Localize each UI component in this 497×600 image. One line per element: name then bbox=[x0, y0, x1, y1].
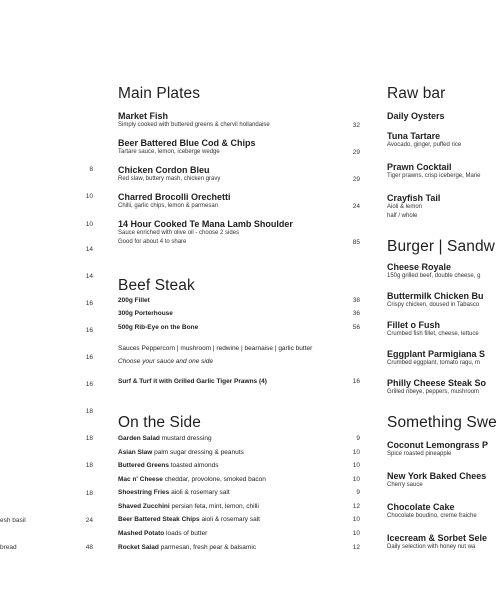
side-row bbox=[118, 435, 360, 442]
menu-item-name: Charred Brocolli Orechetti bbox=[118, 192, 231, 202]
menu-item-name: Daily Oysters bbox=[387, 111, 445, 121]
menu-item-description: Crumbed eggplant, tomato ragu, m bbox=[387, 360, 481, 366]
price: 18 bbox=[85, 462, 93, 469]
menu-item-price: 32 bbox=[352, 122, 360, 129]
section-title-main-plates: Main Plates bbox=[118, 85, 201, 102]
price: 18 bbox=[85, 490, 93, 497]
menu-item-description: Sauce enriched with olive oil - choose 2 sides bbox=[118, 230, 240, 236]
steak-price: 38 bbox=[352, 297, 360, 304]
side-price: 10 bbox=[352, 476, 360, 483]
menu-item-name: Market Fish bbox=[118, 111, 169, 121]
sauces-line bbox=[118, 345, 360, 352]
menu-item-description: Chocolate boudino, creme fraiche bbox=[387, 513, 477, 519]
side-name: Beer Battered Steak Chips bbox=[118, 516, 200, 523]
side-row bbox=[118, 503, 360, 510]
steak-price: 36 bbox=[352, 310, 360, 317]
price: 10 bbox=[85, 193, 93, 200]
menu-item-description: Aioli & lemon bbox=[387, 204, 423, 210]
menu-item-name: Chocolate Cake bbox=[387, 502, 455, 512]
steak-name: 200g Fillet bbox=[118, 297, 150, 304]
side-price: 12 bbox=[352, 503, 360, 510]
description-fragment: bread bbox=[0, 544, 17, 551]
menu-item-name: Beer Battered Blue Cod & Chips bbox=[118, 138, 256, 148]
side-price: 9 bbox=[356, 489, 360, 496]
sauce-instruction: Choose your sauce and one side bbox=[118, 358, 214, 365]
section-title-raw-bar: Raw bar bbox=[387, 85, 446, 102]
side-row bbox=[118, 516, 360, 523]
side-row bbox=[118, 476, 360, 483]
surf-turf-price: 16 bbox=[352, 378, 360, 385]
side-description: loads of butter bbox=[166, 530, 208, 537]
steak-name: 500g Rib-Eye on the Bone bbox=[118, 324, 199, 331]
side-price: 10 bbox=[352, 462, 360, 469]
menu-item-description: Tiger prawns, crisp iceberge, Marie bbox=[387, 173, 481, 179]
menu-item-description: Crispy chicken, doused in Tabasco bbox=[387, 302, 480, 308]
side-name: Shaved Zucchini bbox=[118, 503, 170, 510]
price: 16 bbox=[85, 354, 93, 361]
menu-item-description: Spice roasted pineapple bbox=[387, 451, 452, 457]
section-title-something-sweet: Something Swe bbox=[387, 414, 497, 431]
surf-turf-row bbox=[118, 378, 360, 385]
price: 18 bbox=[85, 408, 93, 415]
price: 24 bbox=[85, 517, 93, 524]
side-row bbox=[118, 530, 360, 537]
side-row bbox=[118, 462, 360, 469]
side-description: persian feta, mint, lemon, chilli bbox=[171, 503, 259, 510]
menu-item-description: Daily selection with honey nut wa bbox=[387, 544, 476, 550]
menu-item-name: Philly Cheese Steak So bbox=[387, 378, 487, 388]
menu-item-name: Eggplant Parmigiana S bbox=[387, 349, 486, 359]
sauces-list: Peppercorn | mushroom | redwine | bearnaise | garlic butter bbox=[141, 345, 313, 352]
menu-item-name: Fillet o Fush bbox=[387, 320, 440, 330]
side-name: Garden Salad bbox=[118, 435, 160, 442]
sauces-label: Sauces bbox=[118, 345, 140, 352]
menu-item-description: half / whole bbox=[387, 213, 418, 219]
section-title-burger: Burger | Sandw bbox=[387, 238, 495, 255]
side-price: 12 bbox=[352, 544, 360, 551]
side-row bbox=[118, 489, 360, 496]
section-title-beef-steak: Beef Steak bbox=[118, 277, 195, 294]
side-name: Buttered Greens bbox=[118, 462, 169, 469]
steak-row bbox=[118, 310, 360, 317]
menu-item-description: Avocado, ginger, puffed rice bbox=[387, 142, 462, 148]
menu-item-name: Cheese Royale bbox=[387, 262, 452, 272]
right-column bbox=[387, 0, 497, 600]
price: 8 bbox=[89, 166, 93, 173]
side-description: parmesan, fresh pear & balsamic bbox=[160, 544, 257, 551]
price: 14 bbox=[85, 273, 93, 280]
menu-item-description: Good for about 4 to share bbox=[118, 239, 187, 245]
menu-item-price: 85 bbox=[352, 239, 360, 246]
steak-row bbox=[118, 297, 360, 304]
surf-turf-name: Surf & Turf it with Grilled Garlic Tiger Prawns (4) bbox=[118, 378, 267, 385]
menu-item-description: Cherry sauce bbox=[387, 482, 423, 488]
menu-item-price: 24 bbox=[352, 203, 360, 210]
menu-item-description: Grilled ribeye, peppers, mushroom bbox=[387, 389, 480, 395]
side-price: 10 bbox=[352, 516, 360, 523]
side-price: 9 bbox=[356, 435, 360, 442]
price: 10 bbox=[85, 221, 93, 228]
steak-row bbox=[118, 324, 360, 331]
menu-item-description: Chilli, garlic chips, lemon & parmesan bbox=[118, 203, 219, 209]
menu-item-description: Simply cooked with buttered greens & chervil hollandaise bbox=[118, 122, 270, 128]
side-description: mustard dressing bbox=[161, 435, 212, 442]
price: 14 bbox=[85, 246, 93, 253]
side-description: toasted almonds bbox=[170, 462, 219, 469]
side-name: Shoestring Fries bbox=[118, 489, 170, 496]
menu-item-name: Crayfish Tail bbox=[387, 193, 441, 203]
price: 18 bbox=[85, 435, 93, 442]
menu-item-description: Tartare sauce, lemon, iceberge wedge bbox=[118, 149, 220, 155]
menu-item-price: 29 bbox=[352, 149, 360, 156]
price: 16 bbox=[85, 327, 93, 334]
menu-item-description: Crumbed fish fillet, cheese, lettuce bbox=[387, 331, 479, 337]
menu-item-name: Tuna Tartare bbox=[387, 131, 441, 141]
side-name: Rocket Salad bbox=[118, 544, 159, 551]
side-name: Asian Slaw bbox=[118, 449, 153, 456]
menu-item-name: Icecream & Sorbet Sele bbox=[387, 533, 488, 543]
side-description: aioli & rosemary salt bbox=[171, 489, 230, 496]
menu-item-name: Chicken Cordon Bleu bbox=[118, 165, 210, 175]
menu-item-name: Coconut Lemongrass P bbox=[387, 440, 489, 450]
side-row bbox=[118, 544, 360, 551]
menu-item-name: 14 Hour Cooked Te Mana Lamb Shoulder bbox=[118, 219, 293, 229]
price: 48 bbox=[85, 544, 93, 551]
menu-item-name: New York Baked Chees bbox=[387, 471, 487, 481]
side-row bbox=[118, 449, 360, 456]
side-description: aioli & rosemary salt bbox=[201, 516, 260, 523]
price: 16 bbox=[85, 381, 93, 388]
menu-item-description: Red slaw, buttery mash, chicken gravy bbox=[118, 176, 221, 182]
side-description: cheddar, provolone, smoked bacon bbox=[164, 476, 266, 483]
price: 16 bbox=[85, 300, 93, 307]
side-name: Mac n' Cheese bbox=[118, 476, 163, 483]
section-title-on-the-side: On the Side bbox=[118, 414, 201, 431]
steak-price: 56 bbox=[352, 324, 360, 331]
side-name: Mashed Potato bbox=[118, 530, 165, 537]
steak-name: 300g Porterhouse bbox=[118, 310, 173, 317]
menu-item-description: 150g grilled beef, double cheese, g bbox=[387, 273, 481, 279]
menu-item-name: Prawn Cocktail bbox=[387, 162, 452, 172]
menu-item-name: Buttermilk Chicken Bu bbox=[387, 291, 484, 301]
side-price: 10 bbox=[352, 530, 360, 537]
description-fragment: esh basil bbox=[0, 517, 26, 524]
side-description: palm sugar dressing & peanuts bbox=[154, 449, 244, 456]
middle-column bbox=[118, 0, 360, 600]
menu-item-price: 29 bbox=[352, 176, 360, 183]
side-price: 10 bbox=[352, 449, 360, 456]
